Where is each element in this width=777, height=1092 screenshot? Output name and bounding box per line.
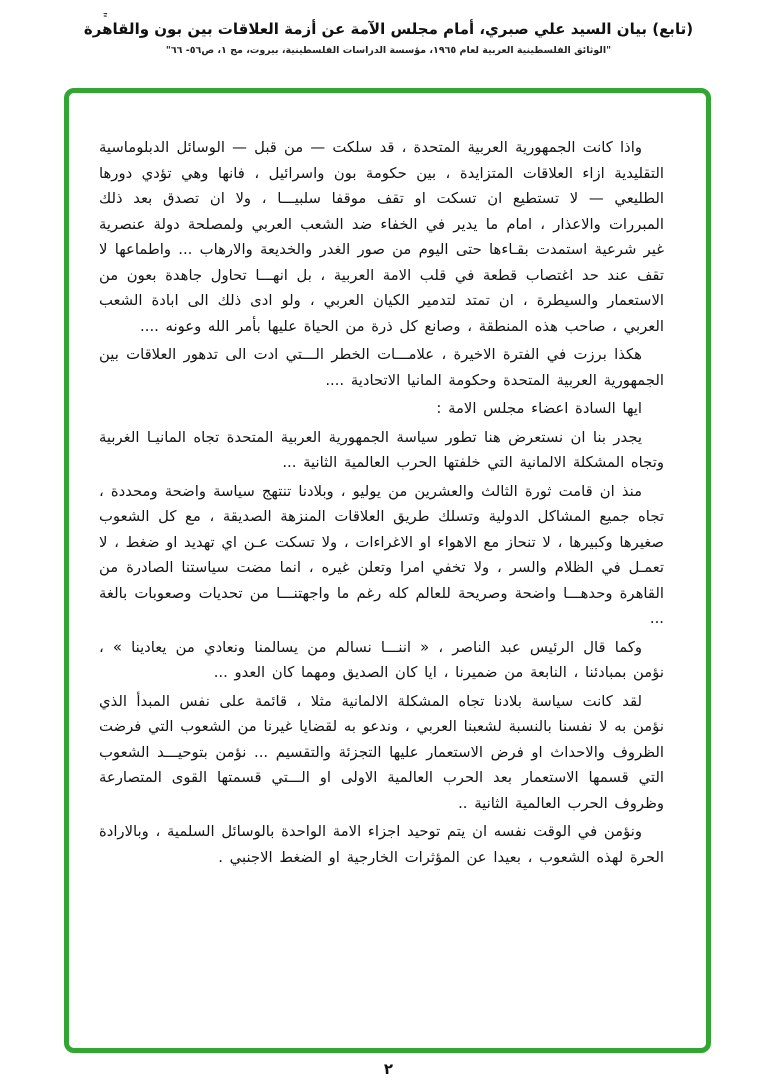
document-header xyxy=(0,0,777,56)
body-paragraph: ايها السادة اعضاء مجلس الامة : xyxy=(436,400,642,417)
body-paragraph: منذ ان قامت ثورة الثالث والعشرين من يوليو ، وبلادنا تنتهج سياسة واضحة ومحددة ، تجاه جميع المشاكل الدولية وتسلك طريق العلاقات المنزهة الصديقة ، مع كل الشعوب صغيرها وكبيرها ، لا تنحاز مع الاهواء او الاغراءات ، ولا تسكت عـن اي تهديد او ضغط ، لا تعمـل في الظلام والسر ، ولا تخفي امرا وتعلن غيره ، انما مضت سياستنا الصادرة من القاهرة وحدهـــا واضحة وصريحة للعالم كله رغم ما واجهتنـــا من تحديات وصعوبات بالغة ... xyxy=(99,482,664,627)
body-paragraph: واذا كانت الجمهورية العربية المتحدة ، قد سلكت — من قبل — الوسائل الدبلوماسية التقليدية ازاء العلاقات المتزايدة ، بين حكومة بون واسرائيل ، فانها وهي تؤدي دورها الطليعي — لا تستطيع ان تسكت او تقف موقفا سلبيـــا ، ولا ان تصدق بعد ذلك المبررات والاعذار ، امام ما يدير في الخفاء ضد الشعب العربي ولمصلحة دولة عنصرية غير شرعية استمدت بقـاءها حتى اليوم من صور الغدر والخديعة والارهاب ... واطماعها لا تقف عند حد اغتصاب قطعة في قلب الامة العربية ، بل انهـــا تحاول جاهدة بعون من الاستعمار والسيطرة ، ان تمتد لتدمير الكيان العربي ، ولو ادى ذلك الى ابادة الشعب العربي ، صاحب هذه المنطقة ، وصانع كل ذرة من الحياة عليها بأمر الله وعونه .... xyxy=(99,139,664,335)
body-paragraph: وكما قال الرئيس عبد الناصر ، « اننـــا نسالم من يسالمنا ونعادي من يعادينا » ، نؤمن بمبادئنا ، النابعة من ضميرنا ، ايا كان الصديق ومهما كان العدو ... xyxy=(99,638,664,681)
document-title: (تابع) بيان السيد علي صبري، أمام مجلس الآمة عن أزمة العلاقات بين بون والقاهرة xyxy=(83,20,694,38)
page-number: ٢ xyxy=(383,1060,394,1078)
green-border-frame xyxy=(64,88,711,1053)
scan-artifact: ـٍ xyxy=(103,4,107,17)
body-paragraph: ونؤمن في الوقت نفسه ان يتم توحيد اجزاء الامة الواحدة بالوسائل السلمية ، وبالارادة الحرة لهذه الشعوب ، بعيدا عن المؤثرات الخارجية او الضغط الاجنبي . xyxy=(98,823,664,866)
document-source-citation: "الوثائق الفلسطينية العربية لعام ١٩٦٥، مؤسسة الدراسات الفلسطينية، بيروت، مج ١، ص٥٦- ٦٦" xyxy=(165,45,612,56)
document-body xyxy=(69,93,706,870)
body-paragraph: يجدر بنا ان نستعرض هنا تطور سياسة الجمهورية العربية المتحدة تجاه المانيـا الغربية وتجاه المشكلة الالمانية التي خلفتها الحرب العالمية الثانية ... xyxy=(99,428,664,471)
body-paragraph: هكذا برزت في الفترة الاخيرة ، علامـــات الخطر الـــتي ادت الى تدهور العلاقات بين الجمهورية العربية المتحدة وحكومة المانيا الاتحادية .... xyxy=(99,346,664,389)
body-paragraph: لقد كانت سياسة بلادنا تجاه المشكلة الالمانية مثلا ، قائمة على نفس المبدأ الذي نؤمن به لا نفسنا بالنسبة لشعبنا العربي ، وندعو به لقضايا غيرنا من الشعوب التي فرضت الظروف والاحداث او فرض الاستعمار عليها التجزئة والتقسيم ... نؤمن بتوحيـــد الشعوب التي قسمها الاستعمار بعد الحرب العالمية الاولى او الـــتي قسمتها القوى المتصارعة وظروف الحرب العالمية الثانية .. xyxy=(99,692,664,812)
